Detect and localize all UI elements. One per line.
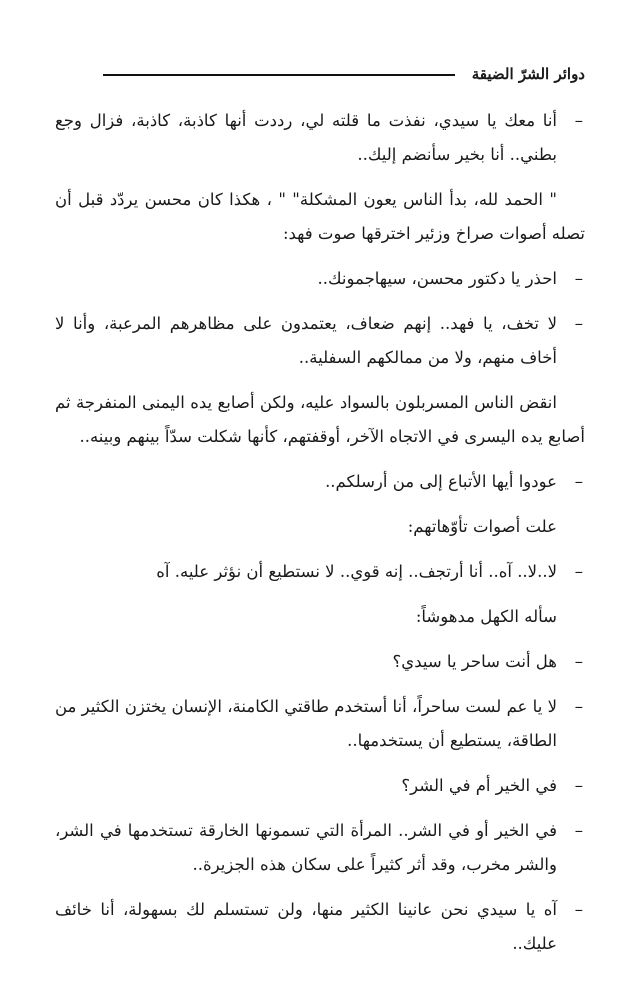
dialogue-text: احذر يا دكتور محسن، سيهاجمونك..	[317, 269, 557, 288]
dialogue-dash: –	[574, 269, 583, 288]
dialogue-dash: –	[574, 562, 583, 581]
dialogue-text: في الخير أم في الشر؟	[401, 776, 557, 795]
dialogue-text: في الخير أو في الشر.. المرأة التي تسمونها الخارقة تستخدمها في الشر، والشر مخرب، وقد أثر كثيراً على سكان هذه الجزيرة..	[55, 821, 557, 874]
dialogue-dash: –	[574, 900, 583, 919]
dialogue-line	[55, 465, 585, 499]
dialogue-text: عودوا أيها الأتباع إلى من أرسلكم..	[325, 472, 557, 491]
dialogue-dash: –	[574, 472, 583, 491]
dialogue-line	[55, 645, 585, 679]
dialogue-text: آه يا سيدي نحن عانينا الكثير منها، ولن تستسلم لك بسهولة، أنا خائف عليك..	[55, 900, 557, 953]
narrative-paragraph: سأله الكهل مدهوشاً:	[415, 607, 557, 626]
dialogue-text: هل أنت ساحر يا سيدي؟	[392, 652, 557, 671]
dialogue-line	[55, 262, 585, 296]
dialogue-line	[55, 893, 585, 961]
running-header	[55, 62, 585, 86]
dialogue-line	[55, 555, 585, 589]
narrative-paragraph: علت أصوات تأوّهاتهم:	[407, 517, 557, 536]
chapter-title: دوائر الشرّ الضيقة	[471, 65, 585, 83]
dialogue-line	[55, 769, 585, 803]
dialogue-dash: –	[574, 697, 583, 716]
dialogue-text: لا..لا.. آه.. أنا أرتجف.. إنه قوي.. لا نستطيع أن نؤثر عليه. آه	[156, 562, 557, 581]
narrative-paragraph: انقض الناس المسربلون بالسواد عليه، ولكن أصابع يده اليمنى المنفرجة ثم أصابع يده اليسرى في الاتجاه الآخر، أوقفتهم، كأنها شكلت سدّاً بينهم وبينه..	[55, 393, 585, 446]
dialogue-dash: –	[574, 821, 583, 840]
dialogue-text: أنا معك يا سيدي، نفذت ما قلته لي، رددت أنها كاذبة، كاذبة، فزال وجع بطني.. أنا بخير سأنضم إليك..	[55, 111, 557, 164]
dialogue-text: لا تخف، يا فهد.. إنهم ضعاف، يعتمدون على مظاهرهم المرعبة، وأنا لا أخاف منهم، ولا من ممالكهم السفلية..	[55, 314, 557, 367]
dialogue-line	[55, 307, 585, 375]
dialogue-dash: –	[574, 314, 583, 333]
dialogue-line	[55, 690, 585, 758]
dialogue-line	[55, 104, 585, 172]
dialogue-line	[55, 814, 585, 882]
dialogue-text: لا يا عم لست ساحراً، أنا أستخدم طاقتي الكامنة، الإنسان يختزن الكثير من الطاقة، يستطيع أن يستخدمها..	[55, 697, 557, 750]
header-rule	[103, 74, 455, 76]
body-text	[55, 104, 585, 972]
dialogue-dash: –	[574, 776, 583, 795]
narrative-paragraph: " الحمد لله، بدأ الناس يعون المشكلة" " ، هكذا كان محسن يردّد قبل أن تصله أصوات صراخ وزئير اخترقها صوت فهد:	[55, 190, 585, 243]
dialogue-dash: –	[574, 652, 583, 671]
dialogue-dash: –	[574, 111, 583, 130]
